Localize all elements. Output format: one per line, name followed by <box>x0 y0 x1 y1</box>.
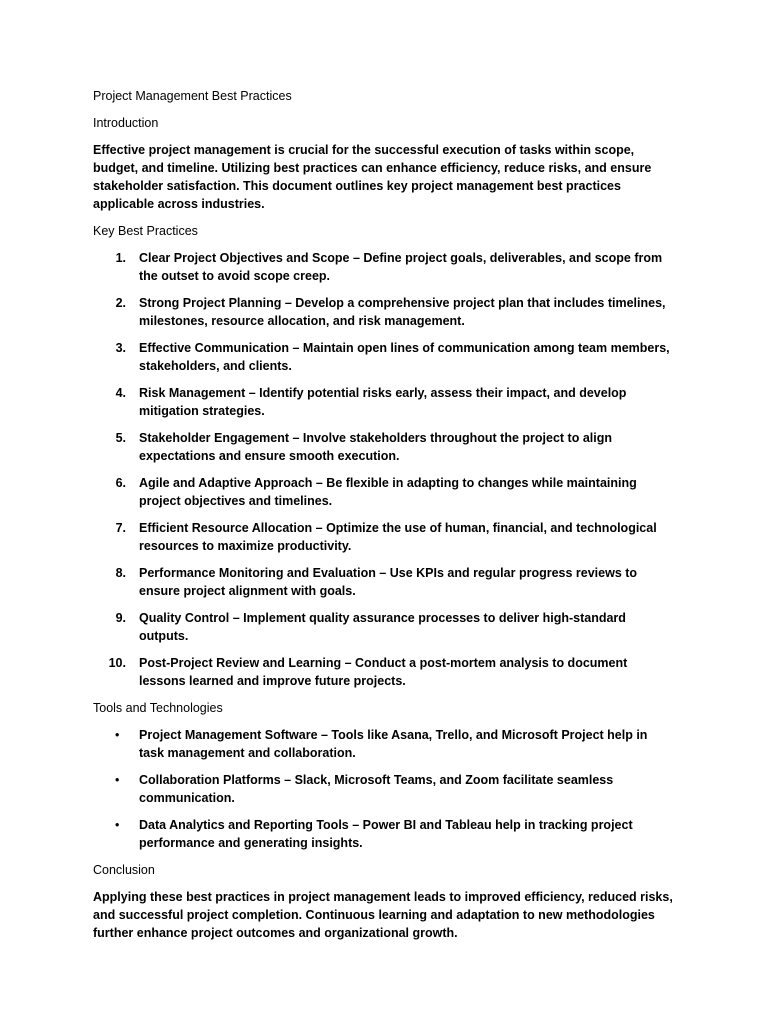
bullet-icon: • <box>115 818 120 832</box>
list-number: 7. <box>115 521 126 535</box>
list-item <box>93 609 675 645</box>
document-title: Project Management Best Practices <box>93 89 292 103</box>
list-item <box>93 249 675 285</box>
list-item <box>93 294 675 330</box>
list-item-text: Clear Project Objectives and Scope – Define project goals, deliverables, and scope from the outset to avoid scope creep. <box>139 251 663 283</box>
list-item <box>93 564 675 600</box>
practices-list <box>93 249 675 690</box>
list-item-text: Strong Project Planning – Develop a comprehensive project plan that includes timelines, milestones, resource allocation, and risk management. <box>139 296 666 328</box>
list-item-text: Effective Communication – Maintain open lines of communication among team members, stakeholders, and clients. <box>139 341 670 373</box>
list-item-text: Data Analytics and Reporting Tools – Power BI and Tableau help in tracking project performance and generating insights. <box>139 818 633 850</box>
list-number: 6. <box>115 476 126 490</box>
list-item-text: Project Management Software – Tools like Asana, Trello, and Microsoft Project help in task management and collaboration. <box>139 728 648 760</box>
list-number: 5. <box>115 431 126 445</box>
list-item-text: Quality Control – Implement quality assurance processes to deliver high-standard outputs. <box>139 611 626 643</box>
tools-list <box>93 726 675 852</box>
list-item-text: Risk Management – Identify potential risks early, assess their impact, and develop mitigation strategies. <box>139 386 627 418</box>
bullet-icon: • <box>115 728 120 742</box>
tools-heading: Tools and Technologies <box>93 701 223 715</box>
intro-paragraph: Effective project management is crucial for the successful execution of tasks within scope, budget, and timeline. Utilizing best practices can enhance efficiency, reduce risks, and ensure stakeholder satisfaction. This document outlines key project management best practices applicable across industries. <box>93 143 652 211</box>
list-item <box>93 384 675 420</box>
list-item <box>93 339 675 375</box>
practices-heading: Key Best Practices <box>93 224 198 238</box>
list-item-text: Performance Monitoring and Evaluation – Use KPIs and regular progress reviews to ensure project alignment with goals. <box>139 566 638 598</box>
list-item-text: Collaboration Platforms – Slack, Microsoft Teams, and Zoom facilitate seamless communication. <box>139 773 614 805</box>
list-item-text: Post-Project Review and Learning – Conduct a post-mortem analysis to document lessons learned and improve future projects. <box>139 656 628 688</box>
list-number: 8. <box>115 566 126 580</box>
intro-heading: Introduction <box>93 116 159 130</box>
list-item <box>93 816 675 852</box>
conclusion-paragraph: Applying these best practices in project management leads to improved efficiency, reduced risks, and successful project completion. Continuous learning and adaptation to new methodologies further enhance project outcomes and organizational growth. <box>93 890 673 940</box>
list-number: 3. <box>115 341 126 355</box>
list-number: 2. <box>115 296 126 310</box>
bullet-icon: • <box>115 773 120 787</box>
list-number: 1. <box>115 251 126 265</box>
list-item <box>93 771 675 807</box>
list-item-text: Efficient Resource Allocation – Optimize the use of human, financial, and technological resources to maximize productivity. <box>139 521 657 553</box>
list-number: 9. <box>115 611 126 625</box>
list-number: 10. <box>108 656 126 670</box>
conclusion-heading: Conclusion <box>93 863 155 877</box>
list-item-text: Agile and Adaptive Approach – Be flexible in adapting to changes while maintaining project objectives and timelines. <box>139 476 637 508</box>
list-item <box>93 726 675 762</box>
list-item <box>93 474 675 510</box>
list-item <box>93 519 675 555</box>
list-item <box>93 654 675 690</box>
list-item <box>93 429 675 465</box>
list-number: 4. <box>115 386 126 400</box>
list-item-text: Stakeholder Engagement – Involve stakeholders throughout the project to align expectations and ensure smooth execution. <box>139 431 612 463</box>
